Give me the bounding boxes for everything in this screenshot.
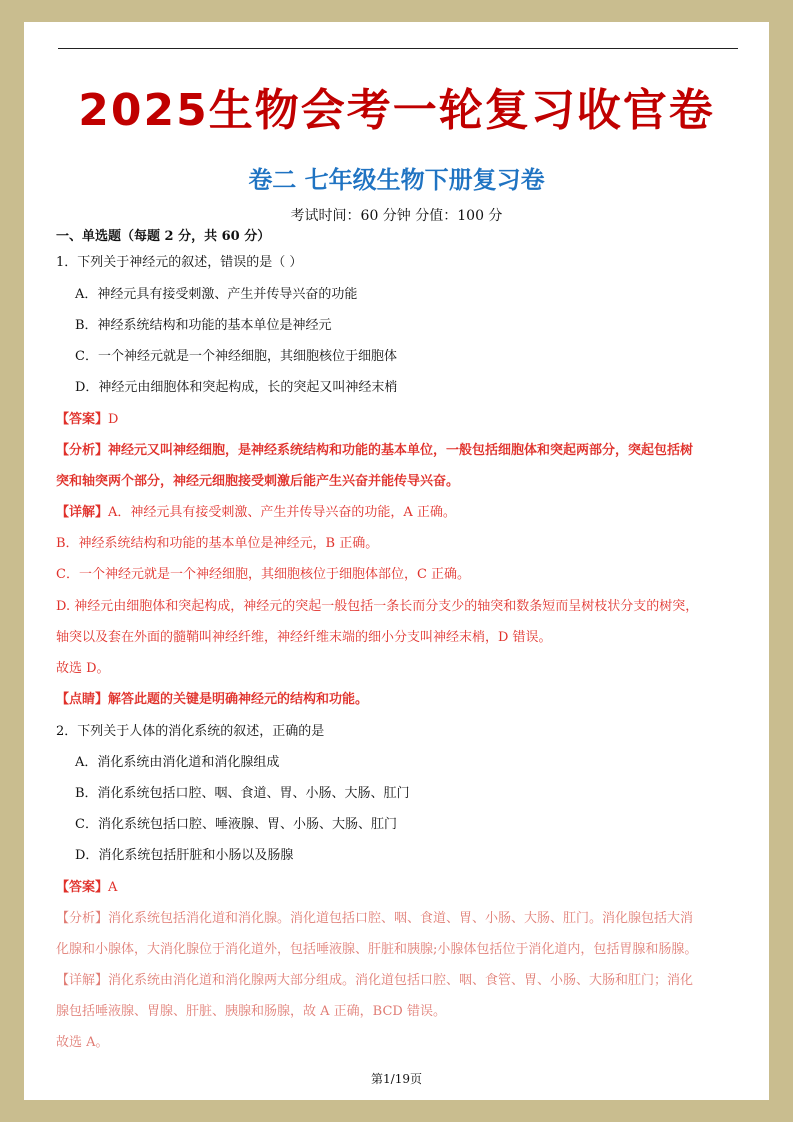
q2-analysis-line-2: 化腺和小腺体，大消化腺位于消化道外，包括唾液腺、肝脏和胰腺;小腺体包括位于消化道内，包括胃腺和肠腺。 [56,942,698,957]
q1-stem: 1．下列关于神经元的叙述，错误的是（ ） [56,255,303,270]
q1-remark-text: 解答此题的关键是明确神经元的结构和功能。 [108,692,369,707]
q1-conclusion: 故选 D。 [56,661,110,676]
q1-option-a: A．神经元具有接受刺激、产生并传导兴奋的功能 [75,287,358,302]
q2-stem: 2．下列关于人体的消化系统的叙述，正确的是 [56,724,325,739]
q2-option-a: A．消化系统由消化道和消化腺组成 [75,755,280,770]
document-page [24,22,769,1100]
q1-analysis-line-1 [56,439,693,458]
q1-analysis-tag: 【分析】 [56,443,109,458]
header-rule [58,48,738,49]
q1-detail-a [56,501,456,520]
q1-detail-tag: 【详解】 [56,505,109,520]
q2-analysis-line-1: 【分析】消化系统包括消化道和消化腺。消化道包括口腔、咽、食道、胃、小肠、大肠、肛门。消化腺包括大消 [56,911,694,926]
q1-answer [56,408,118,427]
section-heading: 一、单选题（每题 2 分，共 60 分） [56,229,271,244]
q2-detail-line-2: 腺包括唾液腺、胃腺、肝脏、胰腺和肠腺，故 A 正确，BCD 错误。 [56,1004,446,1019]
q2-option-b: B．消化系统包括口腔、咽、食道、胃、小肠、大肠、肛门 [75,786,410,801]
q1-answer-tag: 【答案】 [56,412,109,427]
q2-option-c: C．消化系统包括口腔、唾液腺、胃、小肠、大肠、肛门 [75,817,397,832]
q1-analysis-text-1: 神经元又叫神经细胞，是神经系统结构和功能的基本单位，一般包括细胞体和突起两部分，突起包括树 [108,443,694,458]
q1-answer-value: D [108,412,119,427]
q2-conclusion: 故选 A。 [56,1035,109,1050]
q1-detail-a-text: A．神经元具有接受刺激、产生并传导兴奋的功能，A 正确。 [108,505,456,520]
q1-detail-d-1: D. 神经元由细胞体和突起构成，神经元的突起一般包括一条长而分支少的轴突和数条短而呈树枝状分支的树突， [56,599,699,614]
q1-option-c: C．一个神经元就是一个神经细胞，其细胞核位于细胞体 [75,349,397,364]
q2-detail-line-1: 【详解】消化系统由消化道和消化腺两大部分组成。消化道包括口腔、咽、食管、胃、小肠、大肠和肛门；消化 [56,973,694,988]
q2-answer-tag: 【答案】 [56,880,109,895]
q1-remark-tag: 【点睛】 [56,692,109,707]
main-title: 2025生物会考一轮复习收官卷 [78,85,715,136]
q2-answer-value: A [108,880,118,895]
q2-answer [56,876,117,895]
q1-analysis-line-2: 突和轴突两个部分，神经元细胞接受刺激后能产生兴奋并能传导兴奋。 [56,474,460,489]
q1-detail-d-2: 轴突以及套在外面的髓鞘叫神经纤维，神经纤维末端的细小分支叫神经末梢，D 错误。 [56,630,552,645]
q2-option-d: D．消化系统包括肝脏和小肠以及肠腺 [75,848,294,863]
q1-detail-b: B．神经系统结构和功能的基本单位是神经元，B 正确。 [56,536,379,551]
exam-info: 考试时间：60 分钟 分值：100 分 [290,208,503,224]
page-number: 第1/19页 [371,1072,422,1086]
sub-title: 卷二 七年级生物下册复习卷 [248,166,545,194]
q1-option-b: B．神经系统结构和功能的基本单位是神经元 [75,318,332,333]
q1-detail-c: C．一个神经元就是一个神经细胞，其细胞核位于细胞体部位，C 正确。 [56,567,471,582]
q1-remark [56,688,368,707]
q1-option-d: D．神经元由细胞体和突起构成，长的突起又叫神经末梢 [75,380,398,395]
